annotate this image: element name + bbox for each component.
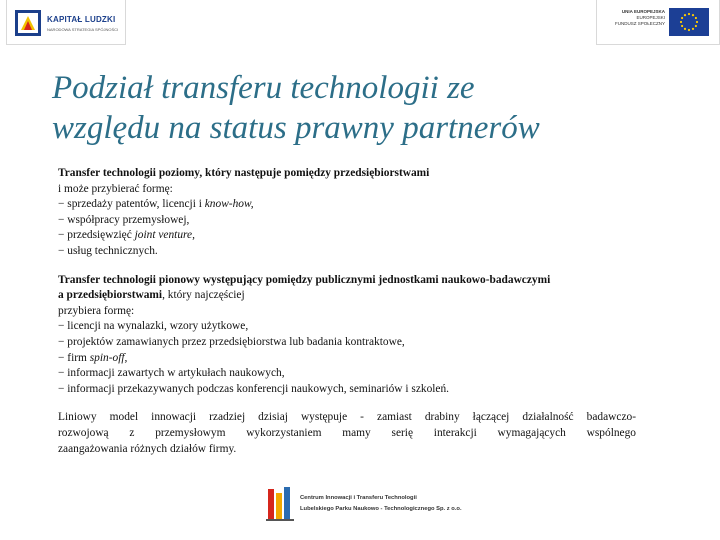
citt-line-2: Lubelskiego Parku Naukowo - Technologicznego Sp. z o.o. xyxy=(300,506,462,512)
section3-line-3: zaangażowania różnych działów firmy. xyxy=(58,442,237,455)
section-linear-model xyxy=(58,410,636,457)
title-line-2: względu na status prawny partnerów xyxy=(52,110,540,146)
list-item: − współpracy przemysłowej, xyxy=(58,213,190,226)
list-item: − licencji na wynalazki, wzory użytkowe, xyxy=(58,320,249,333)
section2-intro: przybiera formę: xyxy=(58,304,135,317)
eu-line2: EUROPEJSKI xyxy=(636,15,665,20)
section3-line-2: rozwojową z przemysłowym wykorzystaniem mamy serię interakcji wymagających wspólnego xyxy=(58,426,636,439)
eu-line3: FUNDUSZ SPOŁECZNY xyxy=(614,21,665,26)
section3-line-1: Liniowy model innowacji rzadziej dzisiaj występuje - zamiast drabiny łączącej działalność badawczo- xyxy=(58,411,636,424)
kapital-ludzki-logo xyxy=(6,0,126,45)
list-item: − projektów zamawianych przez przedsiębiorstwa lub badania kontraktowe, xyxy=(58,335,405,348)
kapital-ludzki-name: KAPITAŁ LUDZKI xyxy=(47,15,116,24)
eu-logo xyxy=(596,0,720,45)
citt-mark-icon xyxy=(266,485,296,523)
slide-body xyxy=(58,166,636,470)
section-horizontal-transfer xyxy=(58,166,636,260)
eu-flag-icon xyxy=(669,8,709,36)
list-item: − firm spin-off, xyxy=(58,351,128,364)
list-item: − przedsięwzięć joint venture, xyxy=(58,229,195,242)
kapital-ludzki-subtitle: NARODOWA STRATEGIA SPÓJNOŚCI xyxy=(47,27,119,32)
eu-line1: UNIA EUROPEJSKA xyxy=(621,9,665,14)
section2-heading: Transfer technologii pionowy występujący pomiędzy publicznymi jednostkami naukowo-badawczymi xyxy=(58,273,551,286)
section-vertical-transfer xyxy=(58,273,636,398)
eu-logo-text xyxy=(605,9,665,27)
section1-heading: Transfer technologii poziomy, który następuje pomiędzy przedsiębiorstwami xyxy=(58,167,430,179)
citt-logo xyxy=(266,483,466,527)
kapital-ludzki-emblem-icon xyxy=(15,10,41,36)
list-item: − sprzedaży patentów, licencji i know-how, xyxy=(58,198,254,211)
title-line-1: Podział transferu technologii ze xyxy=(52,70,475,106)
section2-heading-cont: a przedsiębiorstwami, który najczęściej xyxy=(58,289,245,302)
list-item: − informacji zawartych w artykułach naukowych, xyxy=(58,367,285,380)
citt-line-1: Centrum Innowacji i Transferu Technologii xyxy=(300,495,417,501)
list-item: − informacji przekazywanych podczas konferencji naukowych, seminariów i szkoleń. xyxy=(58,382,450,395)
slide-title xyxy=(52,68,692,148)
list-item: − usług technicznych. xyxy=(58,244,158,257)
section1-intro: i może przybierać formę: xyxy=(58,182,173,195)
